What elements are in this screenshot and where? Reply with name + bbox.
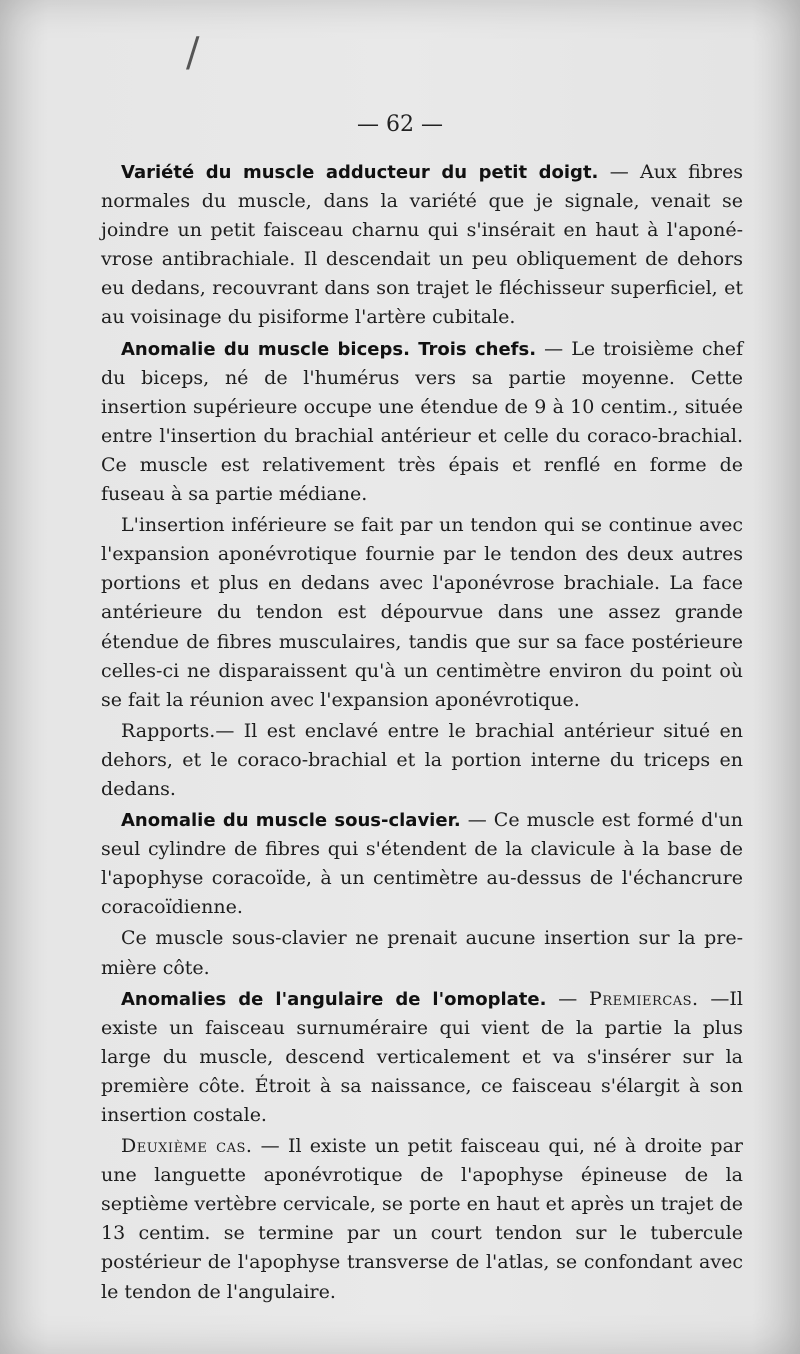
heading-adducteur: Variété du muscle adducteur du petit doigt.	[121, 162, 599, 183]
text-rapports: Rapports.— Il est enclavé entre le brachial antérieur situé en dehors, et le coraco-brachial et la portion interne du triceps en dedans.	[101, 719, 743, 800]
page-number: — 62 —	[357, 112, 443, 137]
text-adducteur: — Aux fibres normales du muscle, dans la variété que je signale, venait se joindre un petit faisceau charnu qui s'insérait en haut à l'aponévrose antibrachiale. Il descendait un peu obliquement de dehors eu dedans, recouvrant dans son trajet le fléchisseur superficiel, et au voisinage du pisiforme l'artère cubitale.	[101, 161, 743, 329]
text-sous-clavier: — Ce muscle est formé d'un seul cylindre de fibres qui s'étendent de la clavicule à la base de l'apophyse coracoïde, à un centimètre au-dessus de l'échancrure coracoïdienne.	[101, 809, 743, 919]
text-premiere-cote: Ce muscle sous-clavier ne prenait aucune insertion sur la première côte.	[101, 927, 743, 979]
paragraph-sous-clavier	[101, 806, 743, 922]
paragraph-adducteur	[101, 158, 743, 333]
heading-biceps: Anomalie du muscle biceps. Trois chefs.	[121, 338, 537, 360]
heading-sous-clavier: Anomalie du muscle sous-clavier.	[121, 810, 461, 832]
paragraph-angulaire	[101, 985, 743, 1130]
paragraph-insertion-inferieure	[101, 511, 743, 715]
paragraph-deuxieme-cas	[101, 1132, 743, 1307]
paragraph-biceps	[101, 335, 743, 510]
heading-angulaire: Anomalies de l'angulaire de l'omoplate.	[121, 988, 547, 1010]
label-premier-cas: Premiercas.	[589, 987, 699, 1010]
text-biceps: — Le troisième chef du biceps, né de l'humérus vers sa partie moyenne. Cette insertion supérieure occupe une étendue de 9 à 10 centim., située entre l'insertion du brachial antérieur et celle du coraco-brachial. Ce muscle est relativement très épais et renflé en forme de fuseau à sa partie médiane.	[101, 337, 743, 506]
text-deuxieme-cas: — Il existe un petit faisceau qui, né à droite par une languette aponévrotique de l'apophyse épineuse de la septième vertèbre cervicale, se porte en haut et après un trajet de 13 centim. se termine par un court tendon sur le tubercule postérieur de l'apophyse transverse de l'atlas, se confondant avec le tendon de l'angulaire.	[101, 1135, 743, 1303]
paragraph-rapports	[101, 717, 743, 804]
pencil-mark-icon: /	[186, 30, 200, 76]
text-insertion-inferieure: L'insertion inférieure se fait par un tendon qui se continue avec l'expansion aponévrotique fournie par le tendon des deux autres portions et plus en dedans avec l'aponévrose brachiale. La face antérieure du tendon est dépourvue dans une assez grande étendue de fibres musculaires, tandis que sur sa face postérieure celles-ci ne disparaissent qu'à un centimètre environ du point où se fait la réunion avec l'expansion aponévrotique.	[101, 514, 743, 711]
text-premier-cas: —Il existe un faisceau surnuméraire qui vient de la partie la plus large du muscle, descend verticalement et va s'insérer sur la première côte. Étroit à sa naissance, ce faisceau s'élargit à son insertion costale.	[101, 987, 743, 1126]
text-angulaire-dash: —	[546, 987, 590, 1010]
paragraph-premiere-cote	[101, 924, 743, 982]
body-text	[101, 158, 743, 1309]
label-deuxieme-cas: Deuxième cas.	[121, 1135, 253, 1158]
